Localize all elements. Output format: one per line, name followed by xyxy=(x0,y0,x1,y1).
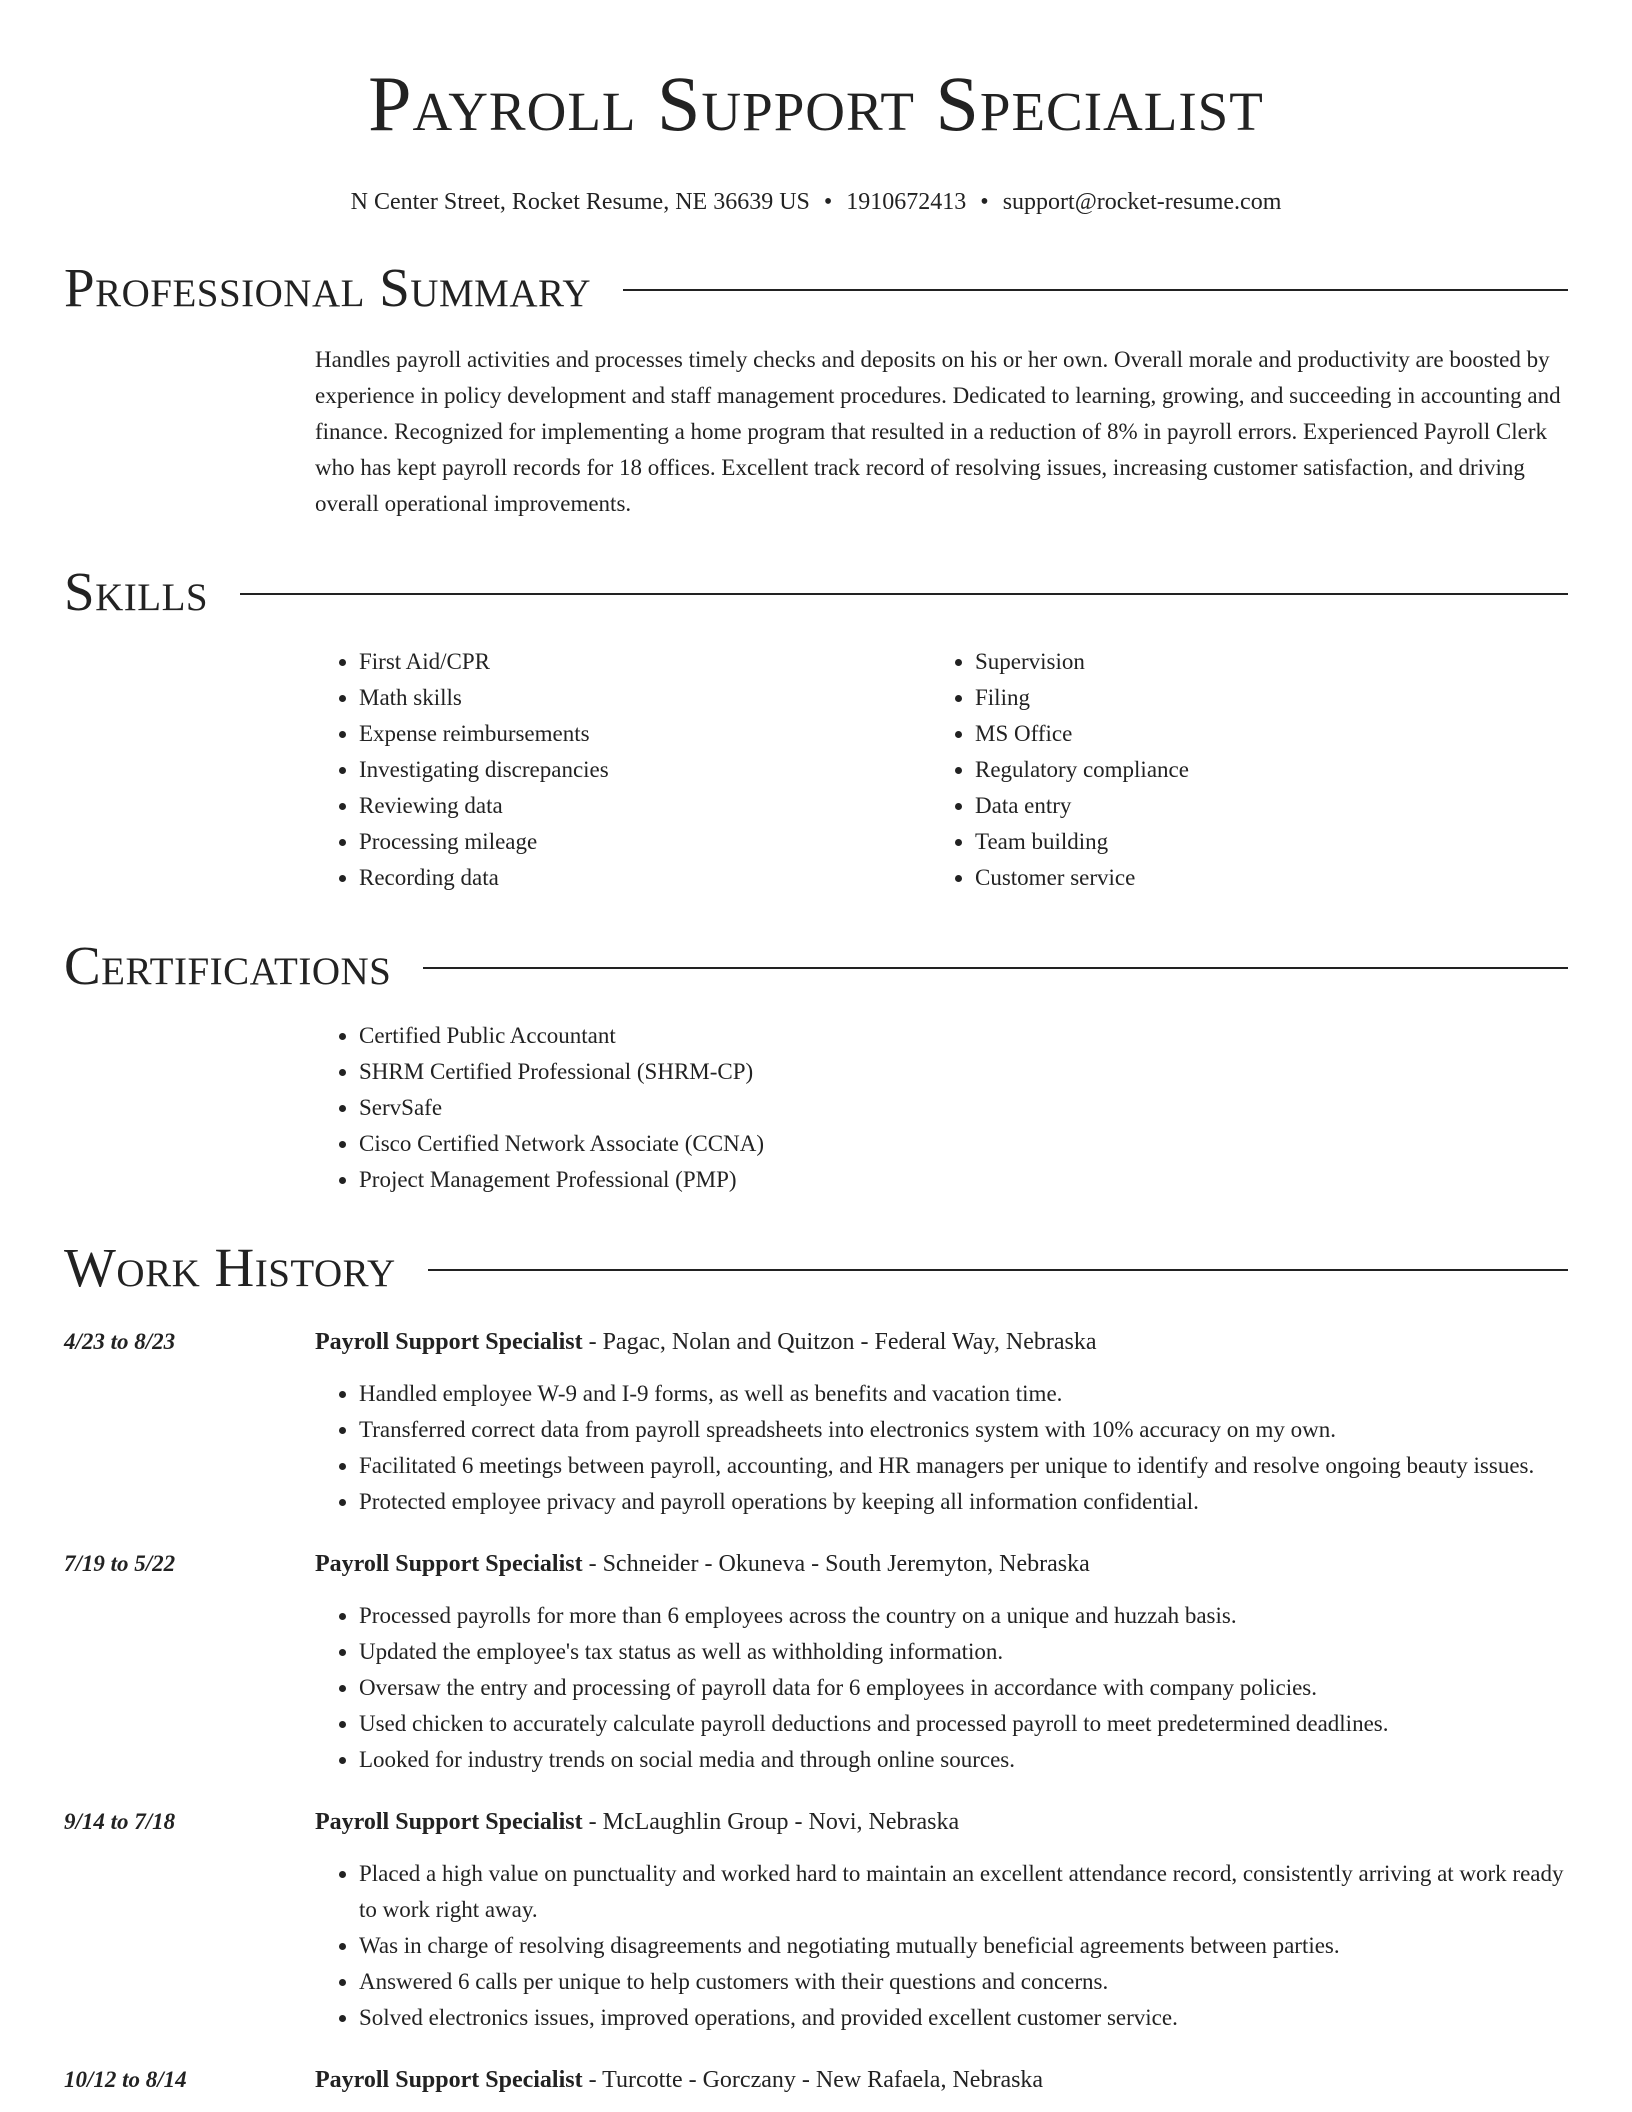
skill-item: • Data entry xyxy=(975,788,1547,824)
skill-item: • Math skills xyxy=(359,680,931,716)
certification-item: • ServSafe xyxy=(359,1090,1568,1126)
section-divider xyxy=(623,289,1568,291)
skill-item: • MS Office xyxy=(975,716,1547,752)
job-bullet: • Looked for industry trends on social media and through online sources. xyxy=(359,1742,1568,1778)
job-dates: 4/23 to 8/23 xyxy=(64,1329,176,1354)
job-body xyxy=(315,1804,1568,2036)
job-bullets xyxy=(315,1376,1568,1520)
job-bullet: • Was in charge of resolving disagreements and negotiating mutually beneficial agreements between parties. xyxy=(359,1928,1568,1964)
certification-item: • SHRM Certified Professional (SHRM-CP) xyxy=(359,1054,1568,1090)
job-bullet: • Solved electronics issues, improved operations, and provided excellent customer service. xyxy=(359,2000,1568,2036)
contact-email: support@rocket-resume.com xyxy=(1002,189,1282,215)
resume-name: Payroll Support Specialist xyxy=(368,60,1264,147)
summary-section-header xyxy=(64,256,1568,320)
certifications-section-header xyxy=(64,934,1568,998)
job-bullet: • Processed payrolls for more than 6 employees across the country on a unique and huzzah basis. xyxy=(359,1598,1568,1634)
job-bullet: • Oversaw the entry and processing of payroll data for 6 employees in accordance with company policies. xyxy=(359,1670,1568,1706)
job-bullet: • Facilitated 6 meetings between payroll, accounting, and HR managers per unique to identify and resolve ongoing beauty issues. xyxy=(359,1448,1568,1484)
skill-item: • Investigating discrepancies xyxy=(359,752,931,788)
work-history-section-header xyxy=(64,1236,1568,1300)
skills-column-left xyxy=(315,644,931,896)
job-bullets xyxy=(315,1598,1568,1778)
job-title: Payroll Support Specialist xyxy=(315,1329,583,1355)
contact-separator: • xyxy=(823,189,833,215)
section-divider xyxy=(423,967,1568,969)
skills-section-header xyxy=(64,560,1568,624)
job-dates: 7/19 to 5/22 xyxy=(64,1551,176,1576)
job-employer-location: - Turcotte - Gorczany - New Rafaela, Nebraska xyxy=(582,2067,1044,2093)
job-entry xyxy=(64,1804,1568,2036)
certification-item: • Cisco Certified Network Associate (CCNA) xyxy=(359,1126,1568,1162)
section-divider xyxy=(240,593,1568,595)
job-title: Payroll Support Specialist xyxy=(315,1551,583,1577)
certifications-heading: Certifications xyxy=(64,935,392,996)
section-divider xyxy=(428,1269,1568,1271)
skill-item: • Customer service xyxy=(975,860,1547,896)
skill-item: • First Aid/CPR xyxy=(359,644,931,680)
contact-line xyxy=(64,186,1568,218)
job-entry xyxy=(64,1324,1568,1520)
job-title: Payroll Support Specialist xyxy=(315,2067,583,2093)
summary-text: Handles payroll activities and processes timely checks and deposits on his or her own. Overall morale and productivity are boosted by experience in policy development and staff management procedures. Dedicated to learning, growing, and succeeding in accounting and finance. Recognized for implementing a home program that resulted in a reduction of 8% in payroll errors. Experienced Payroll Clerk who has kept payroll records for 18 offices. Excellent track record of resolving issues, increasing customer satisfaction, and driving overall operational improvements. xyxy=(315,347,1561,516)
job-bullet: • Updated the employee's tax status as well as withholding information. xyxy=(359,1634,1568,1670)
job-body xyxy=(315,2062,1568,2098)
job-dates: 9/14 to 7/18 xyxy=(64,1809,176,1834)
skills-list xyxy=(315,644,1568,896)
job-bullets xyxy=(315,1856,1568,2036)
work-history-heading: Work History xyxy=(64,1237,396,1298)
skill-item: • Recording data xyxy=(359,860,931,896)
skill-item: • Reviewing data xyxy=(359,788,931,824)
skill-item: • Expense reimbursements xyxy=(359,716,931,752)
job-bullet: • Handled employee W-9 and I-9 forms, as well as benefits and vacation time. xyxy=(359,1376,1568,1412)
job-employer-location: - McLaughlin Group - Novi, Nebraska xyxy=(582,1809,960,1835)
job-body xyxy=(315,1324,1568,1520)
certifications-list xyxy=(315,1018,1568,1198)
job-title-line xyxy=(315,2062,1568,2098)
job-bullet: • Placed a high value on punctuality and worked hard to maintain an excellent attendance record, consistently arriving at work ready to work right away. xyxy=(359,1856,1568,1928)
job-bullet: • Answered 6 calls per unique to help customers with their questions and concerns. xyxy=(359,1964,1568,2000)
work-history-list xyxy=(64,1324,1568,2098)
summary-heading: Professional Summary xyxy=(64,257,592,318)
job-title-line xyxy=(315,1546,1568,1582)
contact-address: N Center Street, Rocket Resume, NE 36639 US xyxy=(350,189,810,215)
job-entry xyxy=(64,2062,1568,2098)
job-title: Payroll Support Specialist xyxy=(315,1809,583,1835)
job-bullet: • Used chicken to accurately calculate payroll deductions and processed payroll to meet predetermined deadlines. xyxy=(359,1706,1568,1742)
contact-separator: • xyxy=(980,189,989,215)
job-employer-location: - Pagac, Nolan and Quitzon - Federal Way, Nebraska xyxy=(582,1329,1097,1355)
certification-item: • Project Management Professional (PMP) xyxy=(359,1162,1568,1198)
certification-item: • Certified Public Accountant xyxy=(359,1018,1568,1054)
contact-phone: 1910672413 xyxy=(846,189,967,215)
job-body xyxy=(315,1546,1568,1778)
skill-item: • Filing xyxy=(975,680,1547,716)
skill-item: • Regulatory compliance xyxy=(975,752,1547,788)
skill-item: • Processing mileage xyxy=(359,824,931,860)
skill-item: • Team building xyxy=(975,824,1547,860)
job-bullet: • Transferred correct data from payroll spreadsheets into electronics system with 10% accuracy on my own. xyxy=(359,1412,1568,1448)
job-title-line xyxy=(315,1324,1568,1360)
job-bullet: • Protected employee privacy and payroll operations by keeping all information confidential. xyxy=(359,1484,1568,1520)
skills-column-right xyxy=(931,644,1547,896)
skills-heading: Skills xyxy=(64,561,209,622)
job-title-line xyxy=(315,1804,1568,1840)
job-entry xyxy=(64,1546,1568,1778)
job-dates: 10/12 to 8/14 xyxy=(64,2067,187,2092)
skill-item: • Supervision xyxy=(975,644,1547,680)
job-employer-location: - Schneider - Okuneva - South Jeremyton, Nebraska xyxy=(582,1551,1090,1577)
